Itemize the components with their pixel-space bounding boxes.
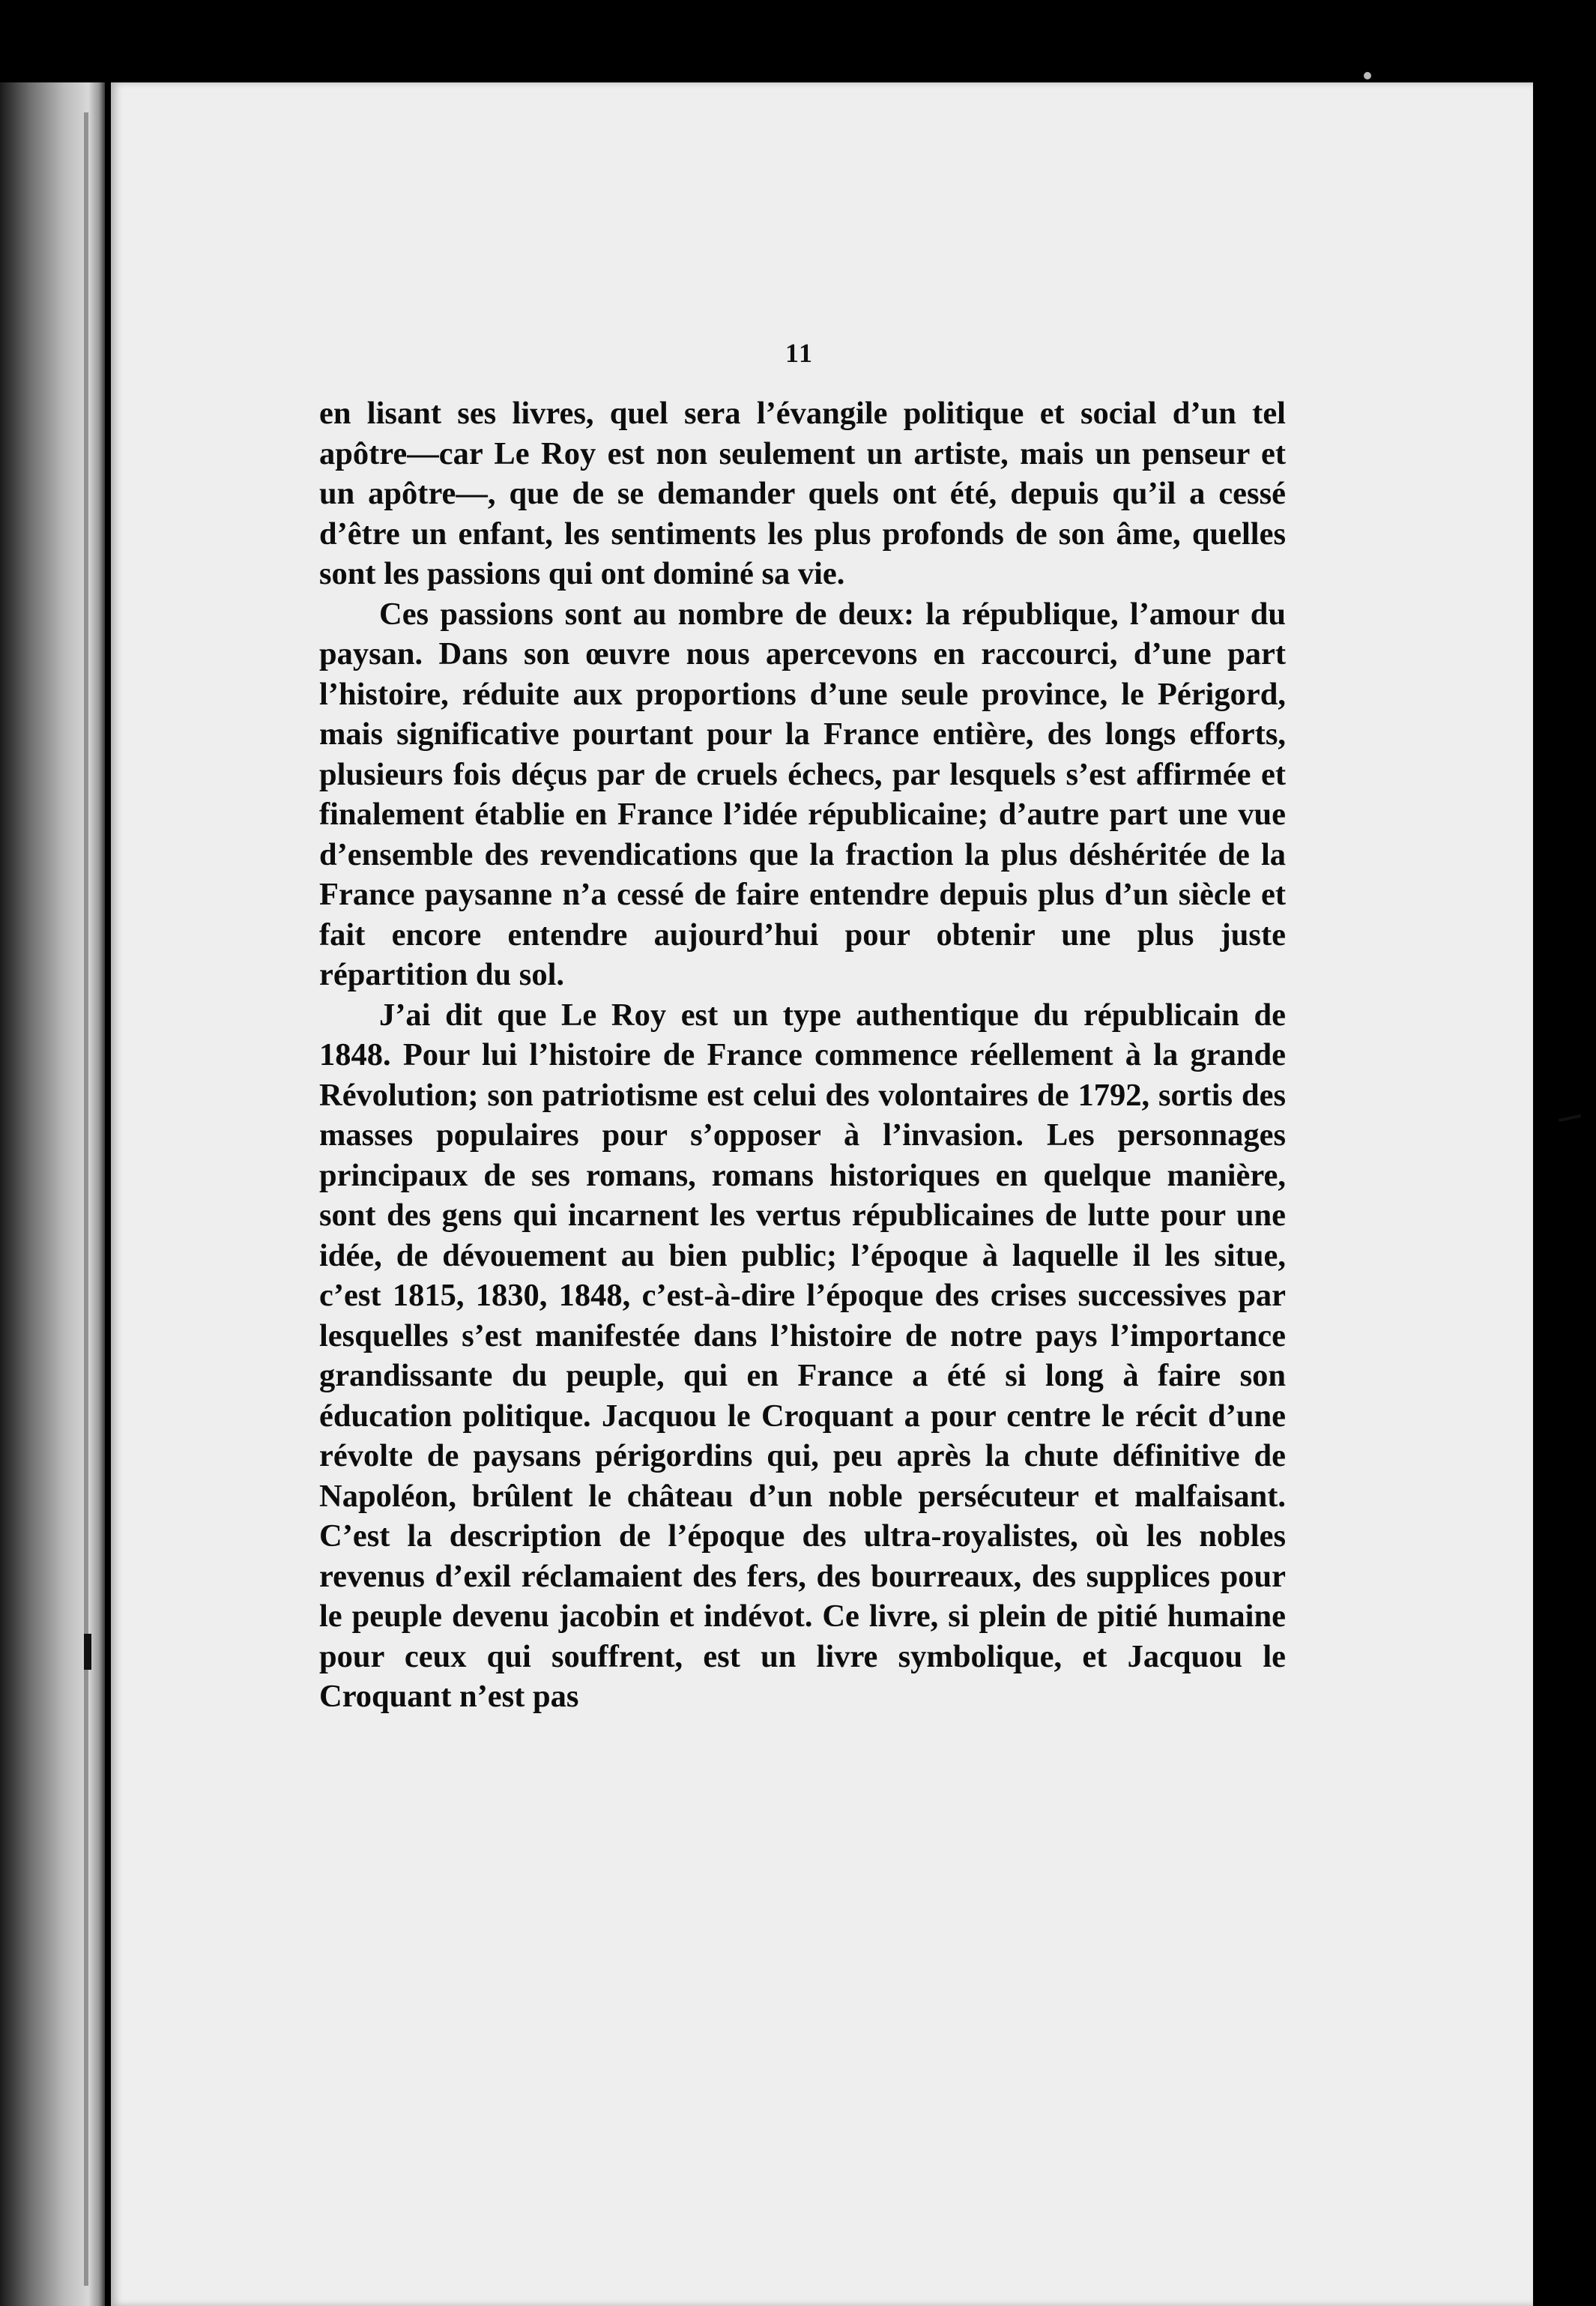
paragraph: en lisant ses livres, quel sera l’évangile politique et social d’un tel apôtre—car Le Roy est non seulement un artiste, mais un penseur et un apôtre—, que de se demander quels ont été, depuis qu’il a cessé d’être un enfant, les sentiments les plus profonds de son âme, quelles sont les passions qui ont dominé sa vie. (319, 396, 1286, 591)
page-number: 11 (785, 338, 814, 368)
scan-mark (84, 1634, 91, 1670)
page-fold-shadow (84, 112, 88, 2286)
scan-mark (1559, 1114, 1581, 1122)
adjacent-page-edge (0, 82, 105, 2306)
paragraph: J’ai dit que Le Roy est un type authentique du républicain de 1848. Pour lui l’histoire de France commence réellement à la grande Révolution; son patriotisme est celui des volontaires de 1792, sortis des masses populaires pour s’opposer à l’invasion. Les personnages principaux de ses romans, romans historiques en quelque manière, sont des gens qui incarnent les vertus républicaines de lutte pour une idée, de dévouement au bien public; l’époque à laquelle il les situe, c’est 1815, 1830, 1848, c’est-à-dire l’époque des crises successives par lesquelles s’est manifestée dans l’histoire de notre pays l’importance grandissante du peuple, qui en France a été si long à faire son éducation politique. Jacquou le Croquant a pour centre le récit d’une révolte de paysans périgordins qui, peu après la chute définitive de Napoléon, brûlent le château d’un noble persécuteur et malfaisant. C’est la description de l’époque des ultra-royalistes, où les nobles revenus d’exil réclamaient des fers, des bourreaux, des supplices pour le peuple devenu jacobin et indévot. Ce livre, si plein de pitié humaine pour ceux qui souffrent, est un livre symbolique, et Jacquou le Croquant n’est pas (319, 997, 1286, 1714)
scan-mark (1364, 72, 1371, 79)
paragraph: Ces passions sont au nombre de deux: la république, l’amour du paysan. Dans son œuvre nous apercevons en raccourci, d’une part l’histoire, réduite aux proportions d’une seule province, le Périgord, mais significative pourtant pour la France entière, des longs efforts, plusieurs fois déçus par de cruels échecs, par lesquels s’est affirmée et finalement établie en France l’idée républicaine; d’autre part une vue d’ensemble des revendications que la fraction la plus déshéritée de la France paysanne n’a cessé de faire entendre depuis plus d’un siècle et fait encore entendre aujourd’hui pour obtenir une plus juste répartition du sol. (319, 596, 1286, 992)
document-page (111, 82, 1533, 2306)
body-text (319, 393, 1286, 1717)
